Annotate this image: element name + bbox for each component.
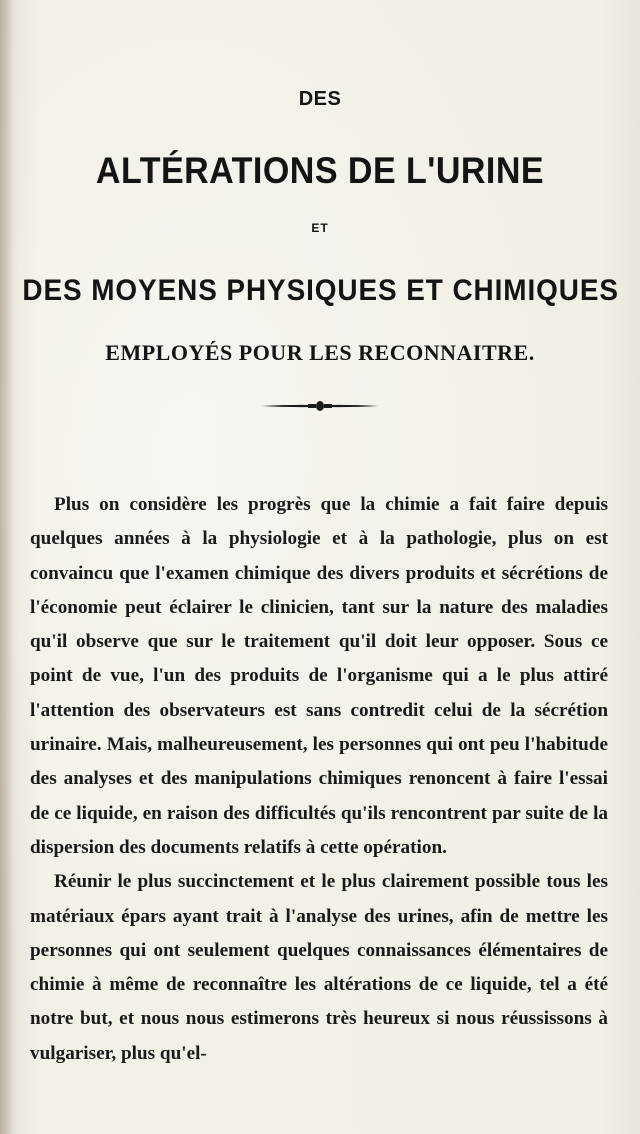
- body-text: [30, 488, 608, 1071]
- title-line-des: DES: [298, 88, 342, 110]
- page-spine-shadow: [0, 0, 14, 1134]
- paragraph-1: Plus on considère les progrès que la chimie a fait faire depuis quelques années à la physiologie et à la pathologie, plus on est convaincu que l'examen chimique des divers produits et sécrétions de l'économie peut éclairer le clinicien, tant sur la nature des maladies qu'il observe que sur le traitement qu'il doit leur opposer. Sous ce point de vue, l'un des produits de l'organisme qui a le plus attiré l'attention des observateurs est sans contredit celui de la sécrétion urinaire. Mais, malheureusement, les personnes qui ont peu l'habitude des analyses et des manipulations chimiques renoncent à faire l'essai de ce liquide, en raison des difficultés qu'ils rencontrent par suite de la dispersion des documents relatifs à cette opération.: [30, 494, 608, 858]
- ornamental-rule: [0, 398, 640, 414]
- title-line-moyens: DES MOYENS PHYSIQUES ET CHIMIQUES: [22, 274, 619, 307]
- title-line-employes: EMPLOYÉS POUR LES RECONNAITRE.: [105, 340, 535, 365]
- title-line-et: ET: [311, 221, 329, 235]
- paragraph-2: Réunir le plus succinctement et le plus clairement possible tous les matériaux épars ayant trait à l'analyse des urines, afin de mettre les personnes qui ont seulement quelques connaissances élémentaires de chimie à même de reconnaître les altérations de ce liquide, tel a été notre but, et nous nous estimerons très heureux si nous réussissons à vulgariser, plus qu'el-: [30, 871, 608, 1064]
- title-main: ALTÉRATIONS DE L'URINE: [95, 150, 545, 191]
